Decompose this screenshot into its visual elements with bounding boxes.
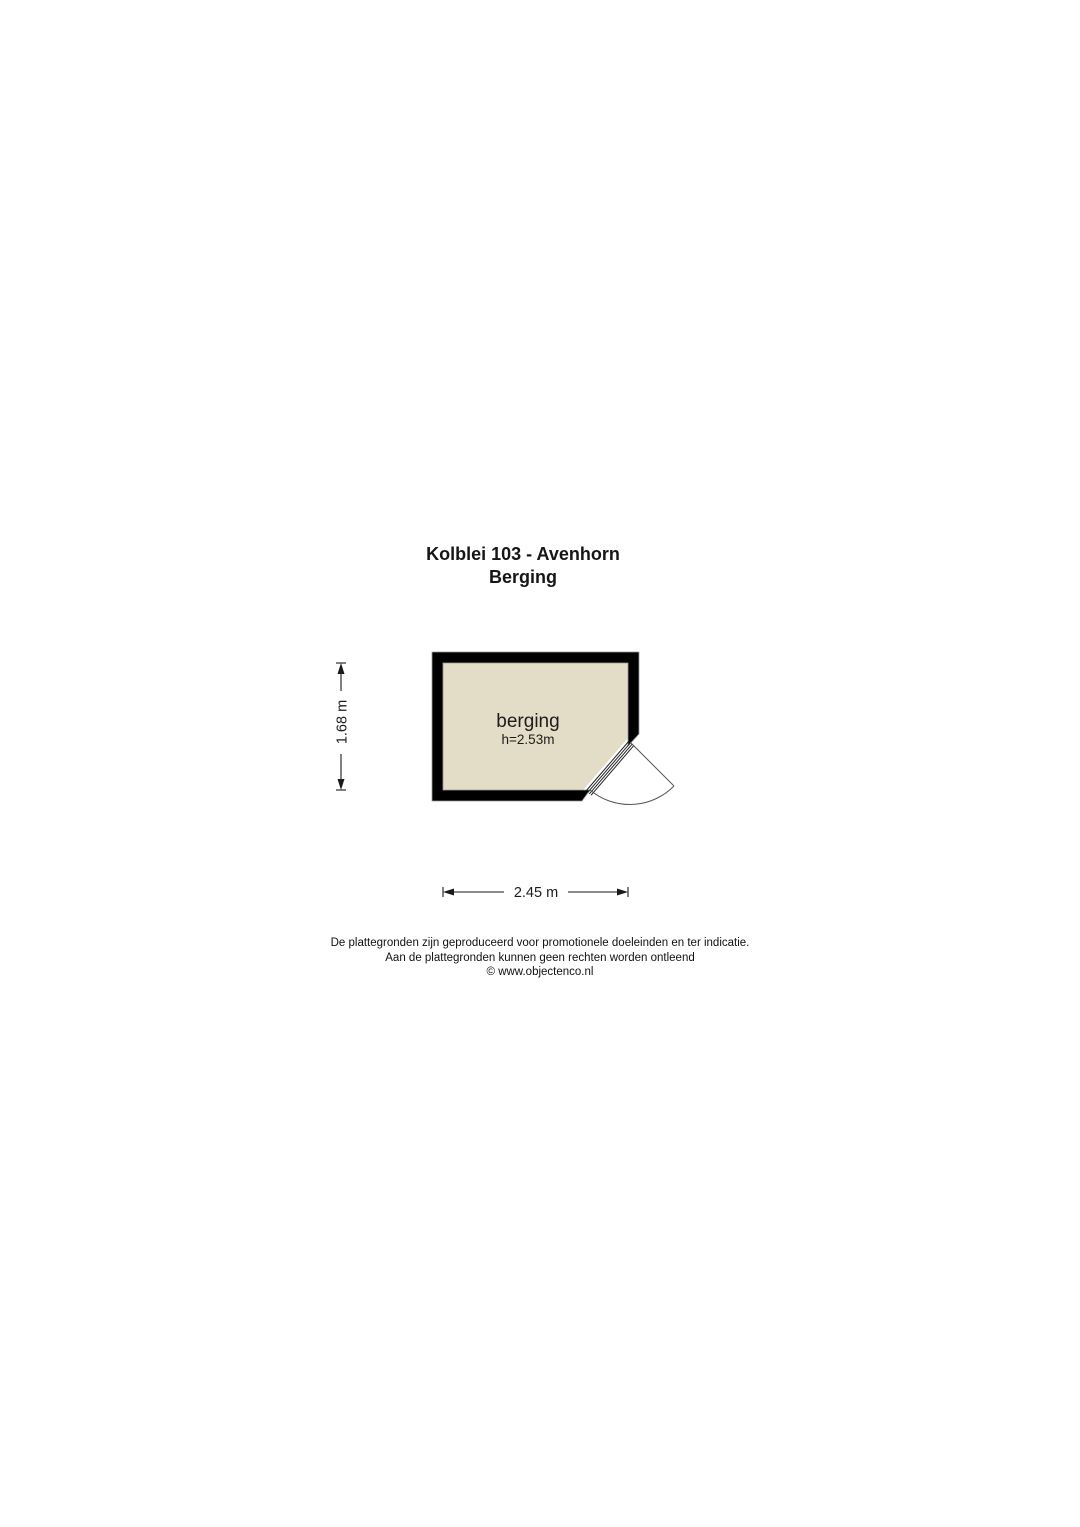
width-dim-arrow-left [443,889,454,896]
plan-title-floor: Berging [488,567,558,587]
plan-title-address: Kolblei 103 - Avenhorn [426,544,620,564]
width-dimension-label: 2.45 m [513,885,559,901]
disclaimer-copyright: © www.objectenco.nl [486,966,594,978]
room-ceiling-height-label: h=2.53m [501,732,555,747]
height-dim-arrow-down [338,779,345,790]
door-open-line [630,742,674,786]
floorplan-drawing [300,630,740,920]
width-dim-arrow-right [617,889,628,896]
height-dimension-label: 1.68 m [334,699,351,745]
door-swing-arc [590,786,674,804]
disclaimer-line-2: Aan de plattegronden kunnen geen rechten worden ontleend [385,951,695,964]
height-dim-arrow-up [338,663,345,674]
room-name-label: berging [496,711,560,732]
disclaimer-line-1: De plattegronden zijn geproduceerd voor promotionele doeleinden en ter indicatie. [330,937,750,949]
disclaimer [0,936,1080,980]
plan-title [426,543,620,589]
